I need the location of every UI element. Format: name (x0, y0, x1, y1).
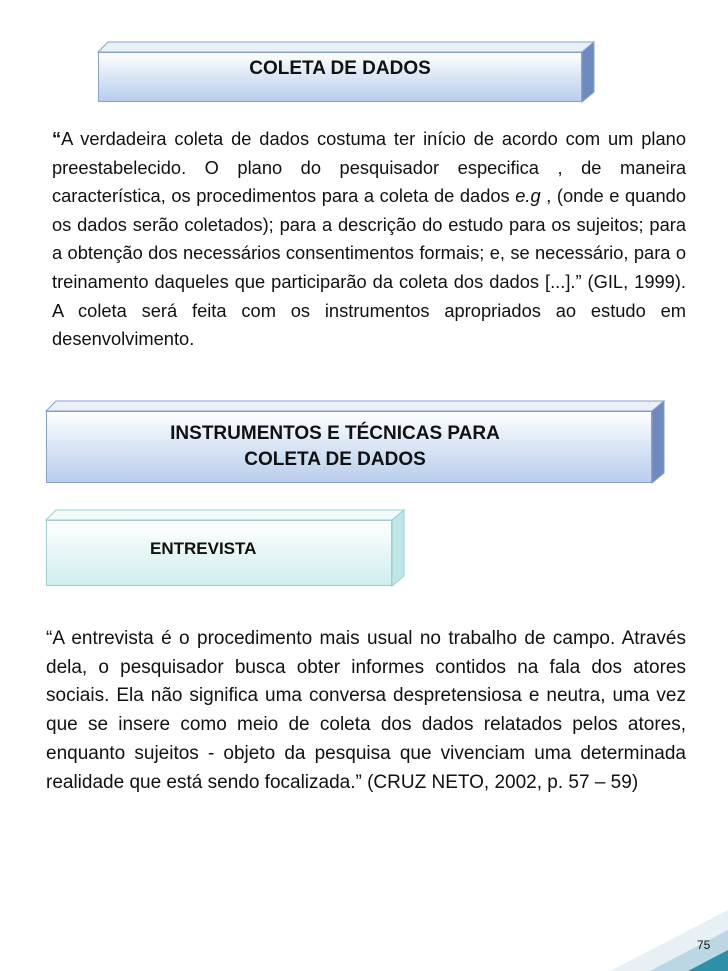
paragraph-gil (52, 125, 686, 354)
subsection-title: ENTREVISTA (46, 520, 392, 586)
paragraph-entrevista: “A entrevista é o procedimento mais usual no trabalho de campo. Através dela, o pesquisador busca obter informes contidos na fala dos atores sociais. Ela não significa uma conversa despretensiosa e neutra, uma vez que se insere como meio de coleta dos dados relatados pelos atores, enquanto sujeitos - objeto da pesquisa que vivenciam uma determinada realidade que está sendo focalizada.” (CRUZ NETO, 2002, p. 57 – 59) (46, 628, 686, 793)
section-title-line2: COLETA DE DADOS (244, 449, 426, 470)
header-box (98, 42, 594, 102)
subsection-box (46, 510, 404, 586)
page-number: 75 (697, 938, 711, 952)
open-quote: “ (52, 128, 62, 149)
paragraph1-text-a: A verdadeira coleta de dados costuma ter início de acordo com um plano preestabelecido. O plano do pesquisador especifica , de maneira característica, os procedimentos para a coleta de dados (52, 128, 686, 207)
section-title-line1: INSTRUMENTOS E TÉCNICAS PARA (170, 423, 500, 444)
section-box (46, 401, 664, 483)
paragraph1-eg: e.g (515, 185, 541, 207)
header-title: COLETA DE DADOS (98, 52, 582, 102)
section-title (46, 411, 652, 483)
paragraph1-text-b: , (onde e quando os dados serão coletados); para a descrição do estudo para os sujeitos; para a obtenção dos necessários consentimentos formais; e, se necessário, para o treinamento daqueles que participarão da coleta dos dados [...].” (GIL, 1999). A coleta será feita com os instrumentos apropriados ao estudo em desenvolvimento. (52, 185, 686, 350)
